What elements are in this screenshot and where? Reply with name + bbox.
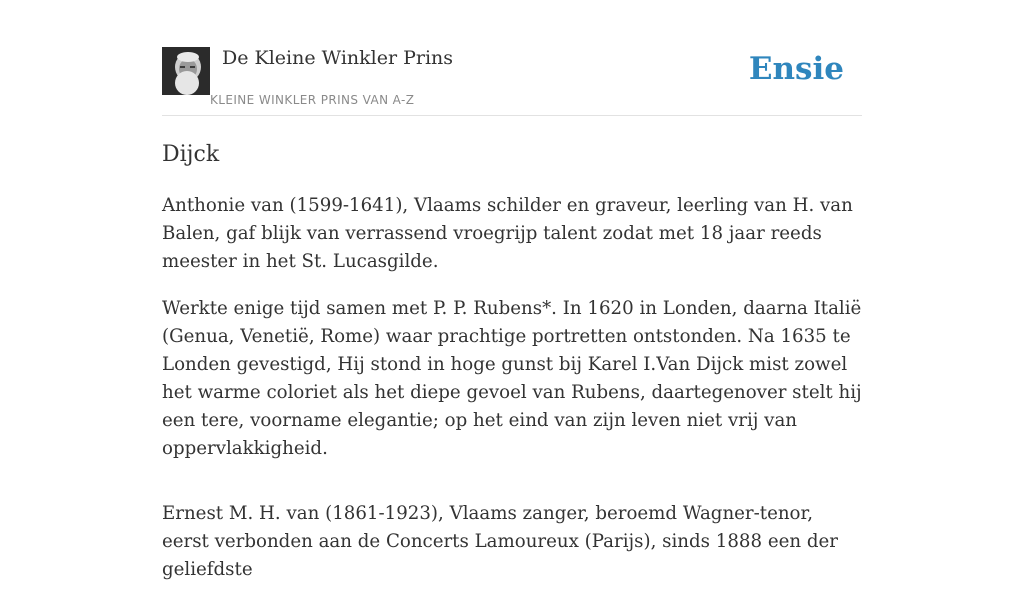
article-body [162,192,862,603]
article-title: Dijck [162,142,220,167]
article-paragraph: Ernest M. H. van (1861-1923), Vlaams zanger, beroemd Wagner-tenor, eerst verbonden aan de Concerts Lamoureux (Parijs), sinds 1888 een der geliefdste [162,503,838,580]
article-paragraph: Anthonie van (1599-1641), Vlaams schilder en graveur, leerling van H. van Balen, gaf blijk van verrassend vroegrijp talent zodat met 18 jaar reeds meester in het St. Lucasgilde. [162,195,853,272]
article-paragraph: Werkte enige tijd samen met P. P. Rubens*. In 1620 in Londen, daarna Italië (Genua, Venetië, Rome) waar prachtige portretten ontstonden. Na 1635 te Londen gevestigd, Hij stond in hoge gunst bij Karel I.Van Dijck mist zowel het warme coloriet als het diepe gevoel van Rubens, daartegenover stelt hij een tere, voorname elegantie; op het eind van zijn leven niet vrij van oppervlakkigheid. [162,298,862,459]
ensie-logo[interactable]: Ensie [748,51,844,87]
article-page [162,0,862,580]
author-avatar[interactable] [162,47,210,95]
article-header [162,0,862,116]
collection-label[interactable]: KLEINE WINKLER PRINS VAN A-Z [210,93,415,107]
author-portrait-icon [162,47,210,95]
author-name[interactable]: De Kleine Winkler Prins [222,47,454,69]
